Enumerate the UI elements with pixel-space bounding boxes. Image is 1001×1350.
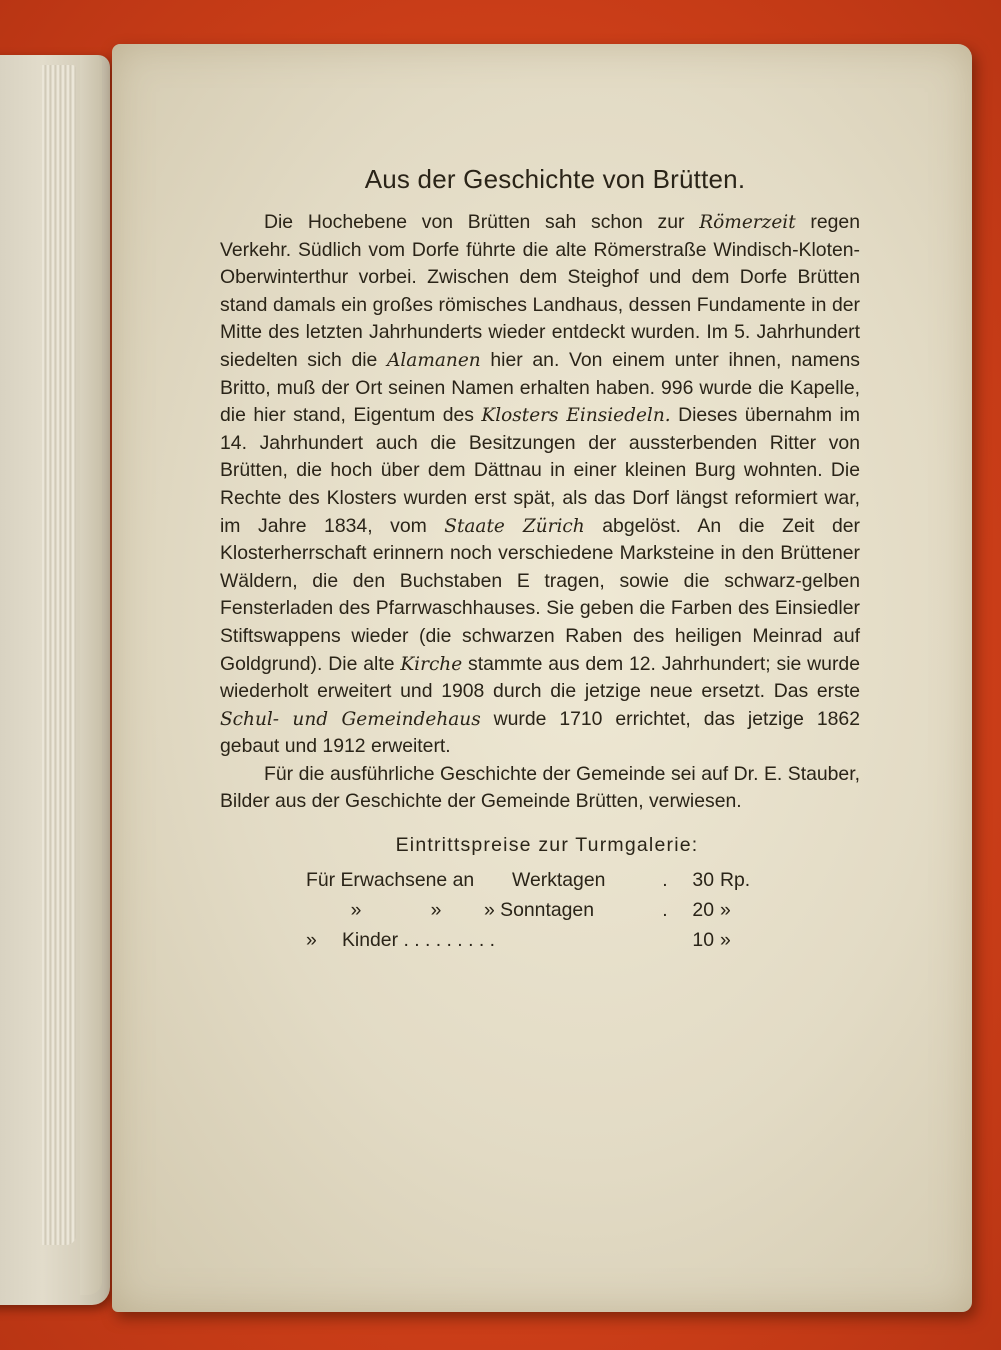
page-content xyxy=(220,164,860,959)
text-run: hier an. Von einem unter ihnen, namens Britto, muß der Ort seinen Namen erhalten haben. 996 wurde die Kapelle, die hier stand, Eigentum des xyxy=(220,348,861,427)
emphasized-term: Klosters Einsiedeln. xyxy=(481,405,671,427)
text-run: regen Verkehr. Südlich vom Dorfe führte die alte Römerstraße Windisch-Kloten-Oberwinterthur vorbei. Zwischen dem Steighof und dem Dorfe Brütten stand damals ein großes römisches Landhaus, dessen Fundamente in der Mitte des letzten Jahrhunderts wieder entdeckt wurden. Im 5. Jahrhundert siedelten sich die xyxy=(220,211,860,371)
price-value: 30 xyxy=(692,869,714,892)
emphasized-term: Römerzeit xyxy=(699,212,796,233)
price-dots: . xyxy=(662,869,668,892)
price-day: Werktagen xyxy=(512,869,606,892)
price-day: » Sonntagen xyxy=(484,899,594,922)
price-row-children xyxy=(306,929,860,959)
ditto-mark: » xyxy=(350,899,362,922)
price-unit: » xyxy=(720,929,731,952)
price-table xyxy=(306,869,860,959)
emphasized-term: Schul- und Gemeindehaus xyxy=(220,708,481,730)
left-booklet xyxy=(0,55,110,1305)
price-row-adults-sundays xyxy=(306,899,860,929)
price-value: 10 xyxy=(692,929,714,952)
text-run: stammte aus dem 12. Jahrhundert; sie wurde wiederholt erweitert und 1908 durch die jetzige neue ersetzt. Das erste xyxy=(220,652,860,703)
text-run: Dieses übernahm im 14. Jahrhundert auch die Besitzungen der aussterbenden Ritter von Brütten, die hoch über dem Dättnau in einer kleinen Burg wohnten. Die Rechte des Klosters wurden erst spät, als das Dorf längst reformiert war, im Jahre 1834, vom xyxy=(220,404,860,537)
emphasized-term: Staate Zürich xyxy=(444,515,585,537)
price-unit: » xyxy=(720,899,731,922)
price-label-children: Kinder . . . . . . . . . xyxy=(342,929,496,952)
price-unit: Rp. xyxy=(720,869,751,892)
emphasized-term: Alamanen xyxy=(387,349,481,371)
reference-paragraph: Für die ausführliche Geschichte der Gemeinde sei auf Dr. E. Stauber, Bilder aus der Geschichte der Gemeinde Brütten, verwiesen. xyxy=(220,762,860,813)
price-label: Für Erwachsene an xyxy=(306,869,475,892)
ditto-mark: » xyxy=(430,899,442,922)
emphasized-term: Kirche xyxy=(400,653,463,675)
ditto-mark: » xyxy=(306,929,317,952)
prices-heading: Eintrittspreise zur Turmgalerie: xyxy=(395,834,699,857)
booklet-page xyxy=(112,44,972,1312)
history-paragraph xyxy=(220,209,860,761)
price-row-adults-weekdays xyxy=(306,869,860,899)
price-dots: . xyxy=(662,899,668,922)
booklet-cover-edge xyxy=(80,55,102,1295)
page-title: Aus der Geschichte von Brütten. xyxy=(364,164,746,194)
price-value: 20 xyxy=(692,899,714,922)
text-run: wurde 1710 errichtet, das jetzige 1862 gebaut und 1912 erweitert. xyxy=(220,707,860,758)
text-run: Die Hochebene von Brütten sah schon zur xyxy=(264,211,700,233)
booklet-page-edges xyxy=(42,65,76,1245)
ditto-cell xyxy=(306,899,512,922)
text-run: abgelöst. An die Zeit der Klosterherrschaft erinnern noch verschiedene Marksteine in den Brüttener Wäldern, die den Buchstaben E tragen, sowie die schwarz-gelben Fensterladen des Pfarrwaschhauses. Sie geben die Farben des Einsiedler Stiftswappens wieder (die schwarzen Raben des heiligen Meinrad auf Goldgrund). Die alte xyxy=(220,514,860,675)
